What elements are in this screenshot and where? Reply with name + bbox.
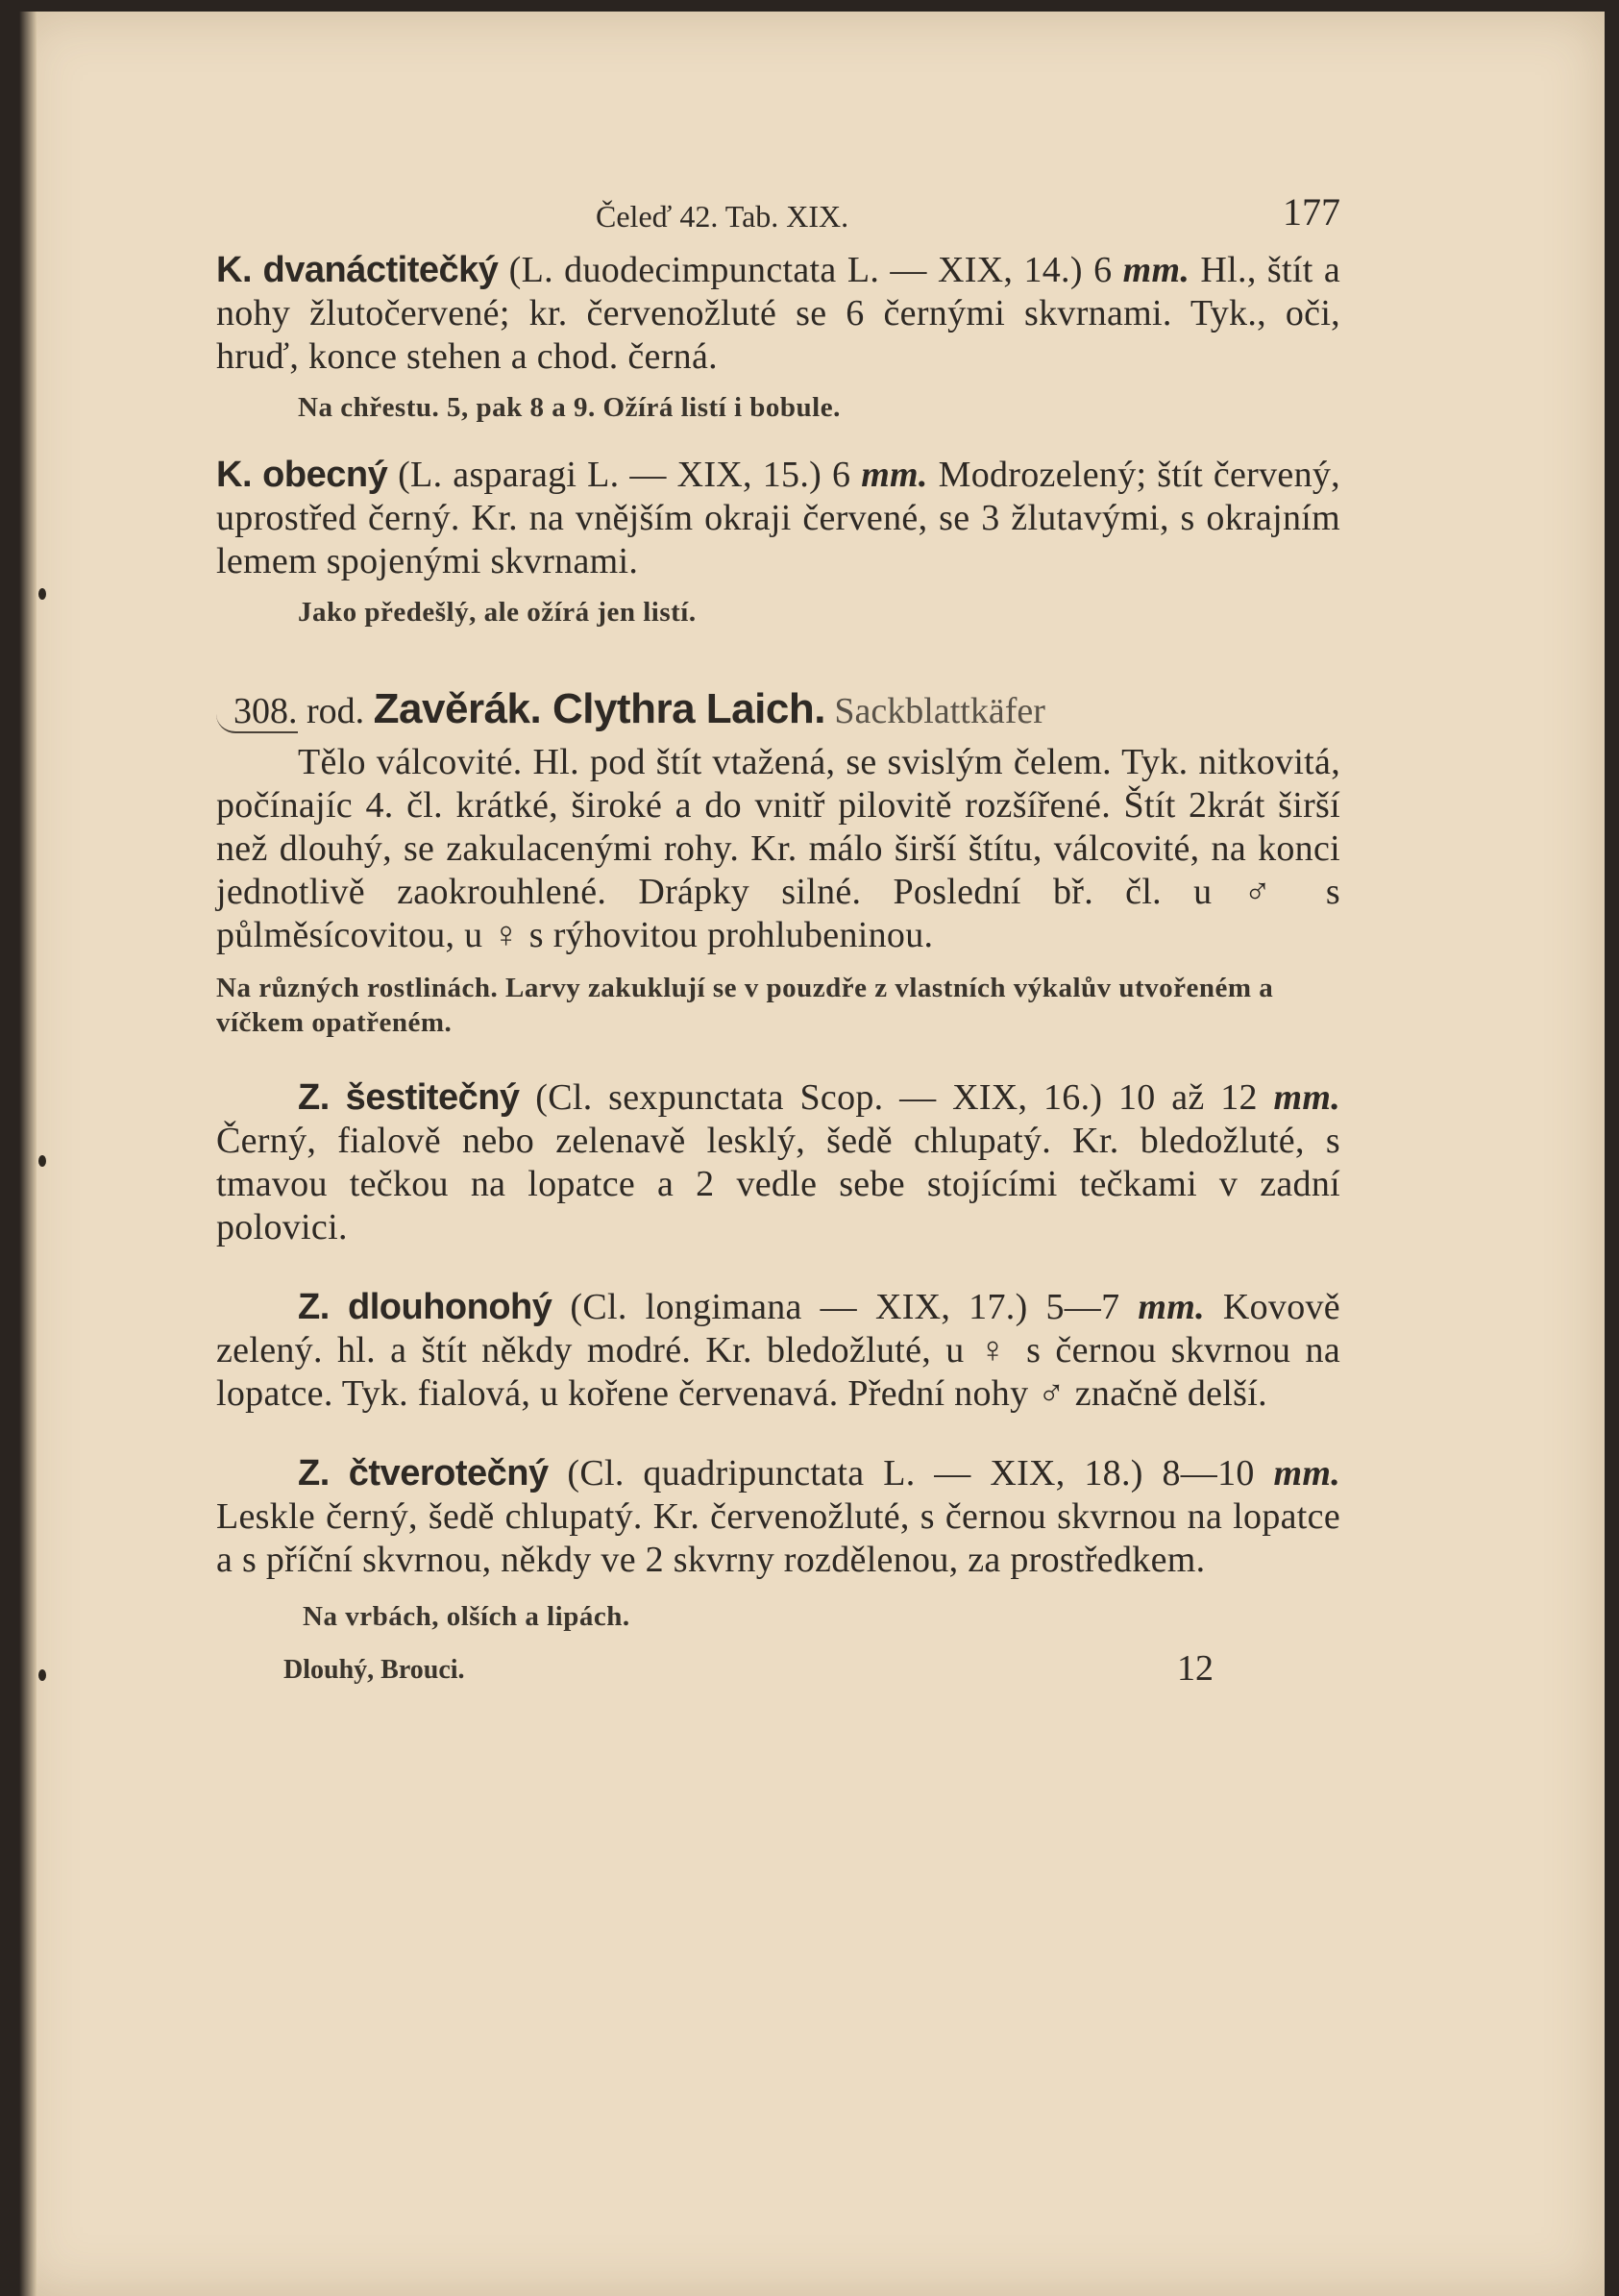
- sheet-number: 12: [1177, 1648, 1214, 1689]
- species-entry: [216, 249, 1340, 379]
- species-name: Z. čtverotečný: [298, 1453, 549, 1494]
- book-page: [19, 12, 1605, 2296]
- genus-description: Tělo válcovité. Hl. pod štít vtažená, se svislým čelem. Tyk. nitkovitá, počínajíc 4. čl. krátké, široké a do vnitř pilovitě rozšířené. Štít 2krát širší než dlouhý, se zakulacenými rohy. Kr. málo širší štítu, válcovité, na konci jednotlivě zaokrouhlené. Drápky silné. Poslední bř. čl. u ♂ s půlměsícovitou, u ♀ s rýhovitou prohlubeninou.: [216, 742, 1340, 955]
- species-description: Černý, fialově nebo zelenavě lesklý, šedě chlupatý. Kr. bledožluté, s tmavou tečkou na lopatce a 2 vedle sebe stojícími tečkami v zadní polovici.: [216, 1121, 1340, 1247]
- running-title: Čeleď 42. Tab. XIX.: [596, 199, 849, 234]
- size-unit: mm.: [1138, 1287, 1205, 1327]
- species-entry: [216, 454, 1340, 583]
- species-entry: [216, 1076, 1340, 1249]
- size-unit: mm.: [861, 455, 928, 495]
- page-number: 177: [1283, 190, 1340, 234]
- margin-speck: [38, 1155, 46, 1167]
- page-footer: [216, 1647, 1340, 1695]
- page-content: [216, 180, 1340, 1695]
- genus-german-name: Sackblattkäfer: [834, 691, 1045, 731]
- running-header: [216, 180, 1340, 249]
- genus-heading: [216, 687, 1340, 733]
- species-entry: [216, 1452, 1340, 1582]
- size-unit: mm.: [1122, 250, 1190, 290]
- genus-number: 308.: [216, 691, 298, 733]
- species-description: Modrozelený; štít červený, uprostřed černý. Kr. na vnějším okraji červené, se 3 žlutavými, s okrajním lemem spojenými skvrnami.: [216, 455, 1340, 581]
- genus-name: Zavěrák. Clythra Laich.: [373, 685, 825, 732]
- species-name: K. dvanáctitečký: [216, 250, 499, 290]
- size-unit: mm.: [1273, 1453, 1340, 1494]
- species-note: Jako předešlý, ale ožírá jen listí.: [298, 597, 697, 628]
- species-description: Hl., štít a nohy žlutočervené; kr. červenožluté se 6 černými skvrnami. Tyk., oči, hruď, konce stehen a chod. černá.: [216, 250, 1340, 377]
- genus-note: Na různých rostlinách. Larvy zakuklují se v pouzdře z vlastních výkalův utvořeném a víčkem opatřeném.: [216, 973, 1274, 1038]
- species-description: Leskle černý, šedě chlupatý. Kr. červenožluté, s černou skvrnou na lopatce a s příční skvrnou, někdy ve 2 skvrny rozdělenou, za prostředkem.: [216, 1496, 1340, 1580]
- species-synonym: (L. duodecimpunctata L. — XIX, 14.) 6: [498, 250, 1123, 290]
- margin-speck: [38, 588, 46, 600]
- signature-author: Dlouhý, Brouci.: [283, 1655, 465, 1685]
- species-description: Kovově zelený. hl. a štít někdy modré. Kr. bledožluté, u ♀ s černou skvrnou na lopatce. Tyk. fialová, u kořene červenavá. Přední nohy ♂ značně delší.: [216, 1287, 1340, 1414]
- margin-speck: [38, 1669, 46, 1681]
- size-unit: mm.: [1273, 1077, 1340, 1118]
- species-synonym: (Cl. quadripunctata L. — XIX, 18.) 8—10: [548, 1453, 1274, 1494]
- species-name: K. obecný: [216, 455, 388, 495]
- page-gutter-shadow: [19, 12, 37, 2296]
- genus-rank: rod.: [307, 691, 365, 731]
- species-name: Z. šestitečný: [298, 1077, 520, 1118]
- species-synonym: (Cl. sexpunctata Scop. — XIX, 16.) 10 až 12: [519, 1077, 1274, 1118]
- species-synonym: (Cl. longimana — XIX, 17.) 5—7: [552, 1287, 1139, 1327]
- species-name: Z. dlouhonohý: [298, 1287, 552, 1327]
- species-synonym: (L. asparagi L. — XIX, 15.) 6: [387, 455, 862, 495]
- species-note: Na chřestu. 5, pak 8 a 9. Ožírá listí i bobule.: [298, 392, 841, 423]
- species-entry: [216, 1286, 1340, 1416]
- species-note: Na vrbách, olších a lipách.: [303, 1601, 630, 1632]
